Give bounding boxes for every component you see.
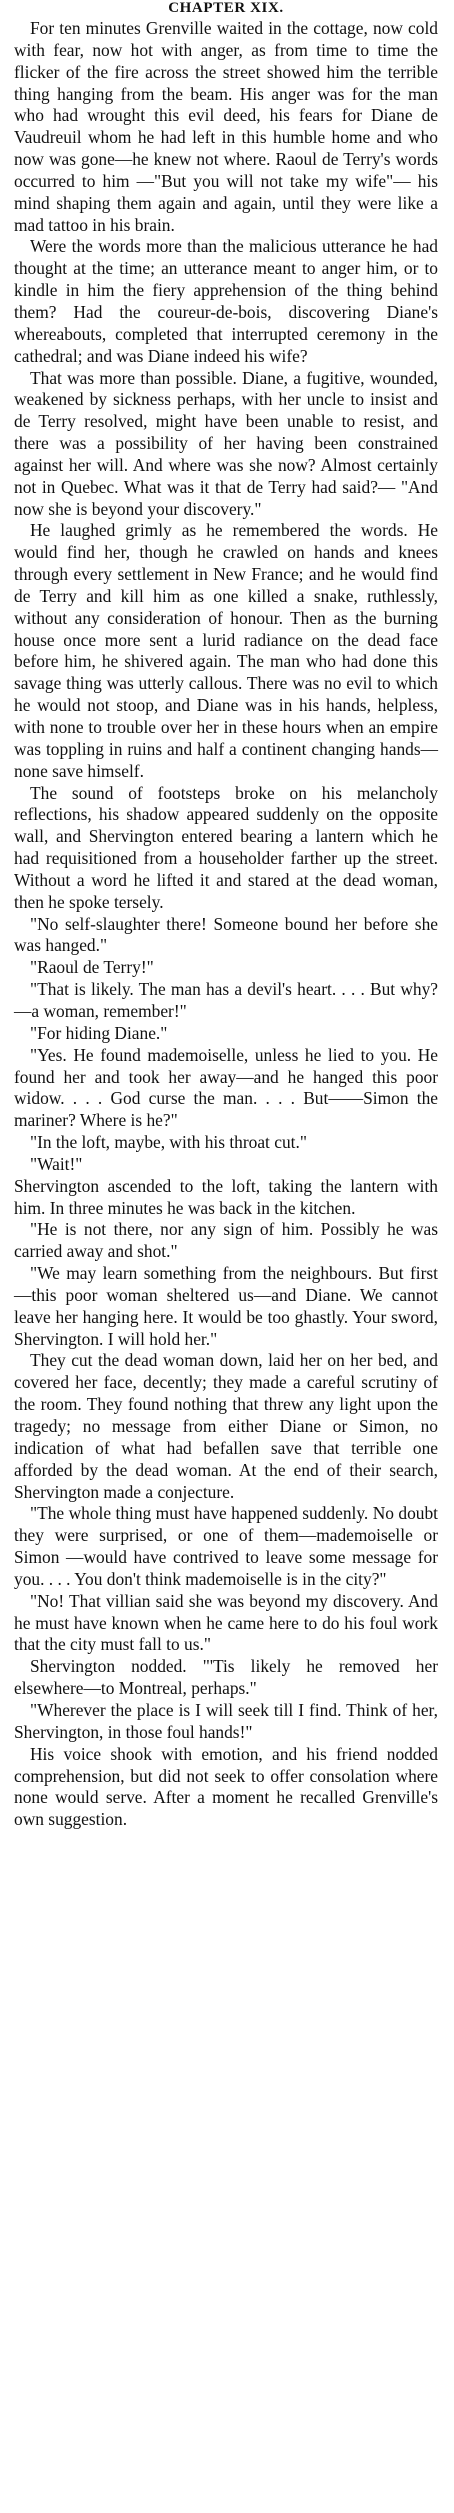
- paragraph: The sound of footsteps broke on his melancholy reflections, his shadow appeared suddenly on the opposite wall, and Shervington entered bearing a lantern which he had requisitioned from a householder farther up the street. Without a word he lifted it and stared at the dead woman, then he spoke tersely.: [14, 782, 438, 912]
- paragraph: Were the words more than the malicious utterance he had thought at the time; an utterance meant to anger him, or to kindle in him the fiery apprehension of the thing behind them? Had the coureur-de-bois, discovering Diane's whereabouts, completed that interrupted ceremony in the cathedral; and was Diane indeed his wife?: [14, 236, 438, 366]
- paragraph: "Wherever the place is I will seek till I find. Think of her, Shervington, in those foul hands!": [14, 1699, 438, 1742]
- paragraph: "He is not there, nor any sign of him. Possibly he was carried away and shot.": [14, 1219, 438, 1262]
- chapter-heading: CHAPTER XIX.: [168, 0, 284, 16]
- paragraph: "Wait!": [30, 1153, 83, 1174]
- paragraph: "We may learn something from the neighbours. But first—this poor woman sheltered us—and Diane. We cannot leave her hanging here. It would be too ghastly. Your sword, Shervington. I will hold her.": [14, 1263, 438, 1349]
- article-column: [14, 0, 438, 1831]
- paragraph: He laughed grimly as he remembered the words. He would find her, though he crawled on hands and knees through every settlement in New France; and he would find de Terry and kill him as one killed a snake, ruthlessly, without any consideration of honour. Then as the burning house once more sent a lurid radiance on the dead face before him, he shivered again. The man who had done this savage thing was utterly callous. There was no evil to which he would not stoop, and Diane was in his hands, helpless, with none to trouble over her in these hours when an empire was toppling in ruins and half a continent changing hands—none save himself.: [14, 520, 438, 781]
- article-body: [14, 18, 438, 1831]
- paragraph: Shervington ascended to the loft, taking the lantern with him. In three minutes he was back in the kitchen.: [14, 1175, 438, 1218]
- paragraph: "In the loft, maybe, with his throat cut.": [30, 1132, 307, 1153]
- paragraph: For ten minutes Grenville waited in the cottage, now cold with fear, now hot with anger, as from time to time the flicker of the fire across the street showed him the terrible thing hanging from the beam. His anger was for the man who had wrought this evil deed, his fears for Diane de Vaudreuil whom he had left in this humble home and who now was gone—he knew not where. Raoul de Terry's words occurred to him —"But you will not take my wife"— his mind shaping them again and again, until they were like a mad tattoo in his brain.: [14, 18, 438, 235]
- paragraph: "That is likely. The man has a devil's heart. . . . But why?—a woman, remember!": [14, 979, 438, 1021]
- paragraph: His voice shook with emotion, and his friend nodded comprehension, but did not seek to offer consolation where none would serve. After a moment he recalled Grenville's own suggestion.: [14, 1743, 438, 1830]
- paragraph: "No self-slaughter there! Someone bound her before she was hanged.": [14, 913, 438, 956]
- paragraph: Shervington nodded. "'Tis likely he removed her elsewhere—to Montreal, perhaps.": [14, 1656, 438, 1699]
- paragraph: "No! That villian said she was beyond my discovery. And he must have known when he came here to do his foul work that the city must fall to us.": [14, 1590, 438, 1655]
- paragraph: "Raoul de Terry!": [30, 957, 154, 978]
- paragraph: "The whole thing must have happened suddenly. No doubt they were surprised, or one of them—mademoiselle or Simon —would have contrived to leave some message for you. . . . You don't think mademoiselle is in the city?": [14, 1503, 438, 1589]
- paragraph: They cut the dead woman down, laid her on her bed, and covered her face, decently; they made a careful scrutiny of the room. They found nothing that threw any light upon the tragedy; no message from either Diane or Simon, no indication of what had befallen save that terrible one afforded by the dead woman. At the end of their search, Shervington made a conjecture.: [14, 1350, 438, 1502]
- paragraph: "For hiding Diane.": [30, 1022, 168, 1043]
- paragraph: That was more than possible. Diane, a fugitive, wounded, weakened by sickness perhaps, with her uncle to insist and de Terry resolved, might have been unable to resist, and there was a possibility of her having been constrained against her will. And where was she now? Almost certainly not in Quebec. What was it that de Terry had said?— "And now she is beyond your discovery.": [14, 367, 438, 519]
- paragraph: "Yes. He found mademoiselle, unless he lied to you. He found her and took her away—and he hanged this poor widow. . . . God curse the man. . . . But——Simon the mariner? Where is he?": [14, 1044, 438, 1131]
